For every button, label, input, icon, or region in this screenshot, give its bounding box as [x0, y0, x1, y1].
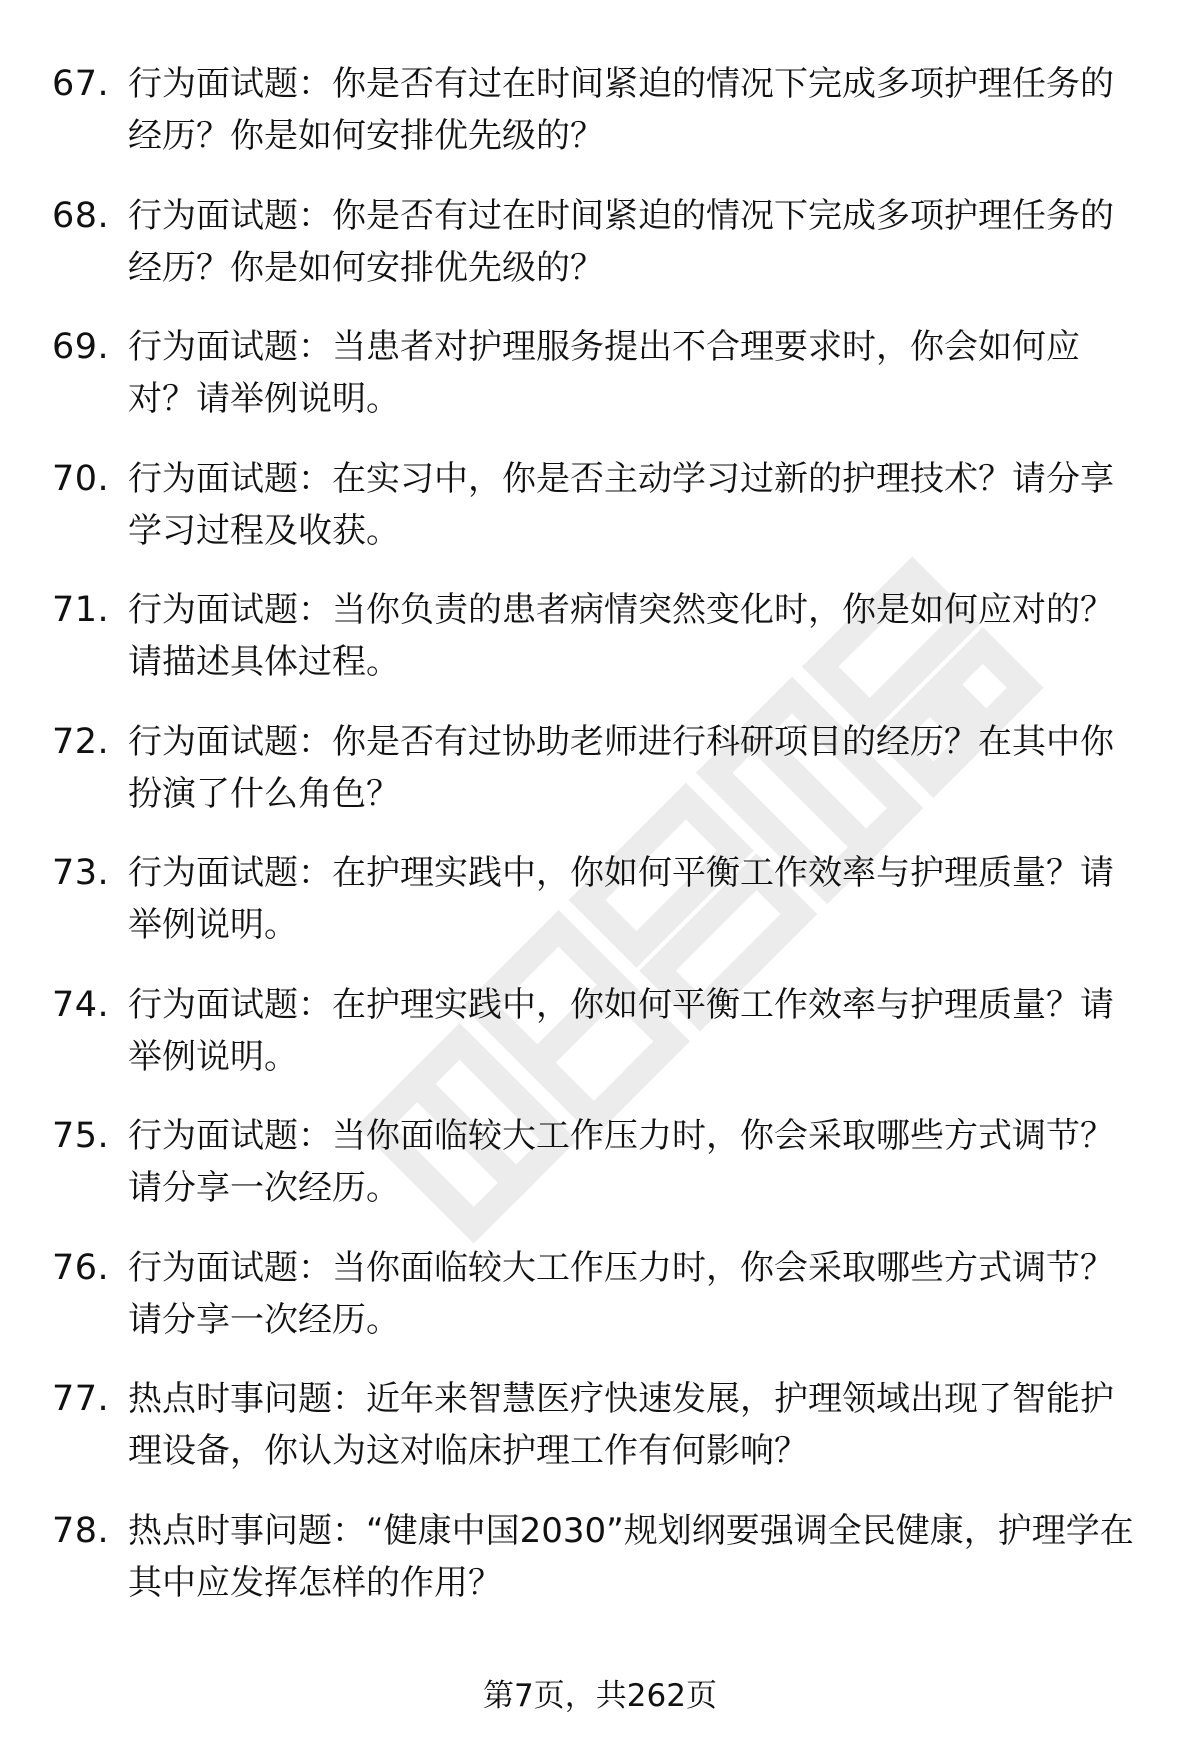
question-category: 行为面试题： — [128, 1247, 332, 1288]
list-item — [0, 58, 1200, 190]
question-text — [128, 1373, 1138, 1477]
question-text — [128, 716, 1138, 820]
question-category: 行为面试题： — [128, 458, 332, 499]
question-text — [128, 584, 1138, 688]
question-category: 行为面试题： — [128, 721, 332, 762]
question-body: 近年来智慧医疗快速发展，护理领域出现了智能护理设备，你认为这对临床护理工作有何影响？ — [128, 1379, 1114, 1471]
question-category: 行为面试题： — [128, 195, 332, 236]
question-number: 70. — [52, 458, 110, 499]
question-text — [128, 1505, 1138, 1609]
question-category: 行为面试题： — [128, 590, 332, 630]
question-text — [128, 321, 1138, 425]
question-text — [128, 847, 1138, 951]
question-body: 在护理实践中，你如何平衡工作效率与护理质量？请举例说明。 — [128, 984, 1114, 1077]
list-item — [0, 584, 1200, 716]
list-item — [0, 453, 1200, 585]
question-number: 72. — [52, 721, 110, 762]
question-number: 67. — [52, 64, 110, 104]
question-text — [128, 1242, 1138, 1346]
list-item — [0, 1110, 1200, 1242]
question-category: 行为面试题： — [128, 1116, 332, 1156]
question-text — [128, 58, 1138, 162]
question-text — [128, 190, 1138, 294]
question-category: 热点时事问题： — [128, 1379, 366, 1419]
list-item — [0, 321, 1200, 453]
question-body: 你是否有过协助老师进行科研项目的经历？在其中你扮演了什么角色？ — [128, 721, 1114, 814]
question-category: 热点时事问题： — [128, 1510, 366, 1551]
question-list — [0, 58, 1200, 1636]
question-number: 77. — [52, 1379, 110, 1419]
question-number: 75. — [52, 1116, 110, 1156]
question-category: 行为面试题： — [128, 327, 332, 367]
list-item — [0, 716, 1200, 848]
question-number: 74. — [52, 984, 110, 1025]
question-text — [128, 1110, 1138, 1214]
question-number: 78. — [52, 1510, 110, 1551]
question-body: 你是否有过在时间紧迫的情况下完成多项护理任务的经历？你是如何安排优先级的？ — [128, 64, 1114, 156]
question-body: 当患者对护理服务提出不合理要求时，你会如何应对？请举例说明。 — [128, 327, 1080, 419]
question-text — [128, 979, 1138, 1083]
question-number: 69. — [52, 327, 110, 367]
question-body: 在护理实践中，你如何平衡工作效率与护理质量？请举例说明。 — [128, 853, 1114, 945]
question-category: 行为面试题： — [128, 984, 332, 1025]
list-item — [0, 979, 1200, 1111]
question-body: 当你面临较大工作压力时，你会采取哪些方式调节？请分享一次经历。 — [128, 1116, 1114, 1208]
question-number: 68. — [52, 195, 110, 236]
question-body: 在实习中，你是否主动学习过新的护理技术？请分享学习过程及收获。 — [128, 458, 1114, 551]
question-text — [128, 453, 1138, 557]
list-item — [0, 190, 1200, 322]
question-body: 你是否有过在时间紧迫的情况下完成多项护理任务的经历？你是如何安排优先级的？ — [128, 195, 1114, 288]
question-number: 73. — [52, 853, 110, 893]
question-number: 76. — [52, 1247, 110, 1288]
list-item — [0, 1373, 1200, 1505]
question-body: 当你负责的患者病情突然变化时，你是如何应对的？请描述具体过程。 — [128, 590, 1114, 682]
question-category: 行为面试题： — [128, 64, 332, 104]
question-body: “健康中国2030”规划纲要强调全民健康，护理学在其中应发挥怎样的作用？ — [128, 1510, 1134, 1603]
list-item — [0, 847, 1200, 979]
question-number: 71. — [52, 590, 110, 630]
question-body: 当你面临较大工作压力时，你会采取哪些方式调节？请分享一次经历。 — [128, 1247, 1114, 1340]
page-indicator: 第7页，共262页 — [483, 1678, 717, 1714]
question-category: 行为面试题： — [128, 853, 332, 893]
list-item — [0, 1505, 1200, 1637]
list-item — [0, 1242, 1200, 1374]
